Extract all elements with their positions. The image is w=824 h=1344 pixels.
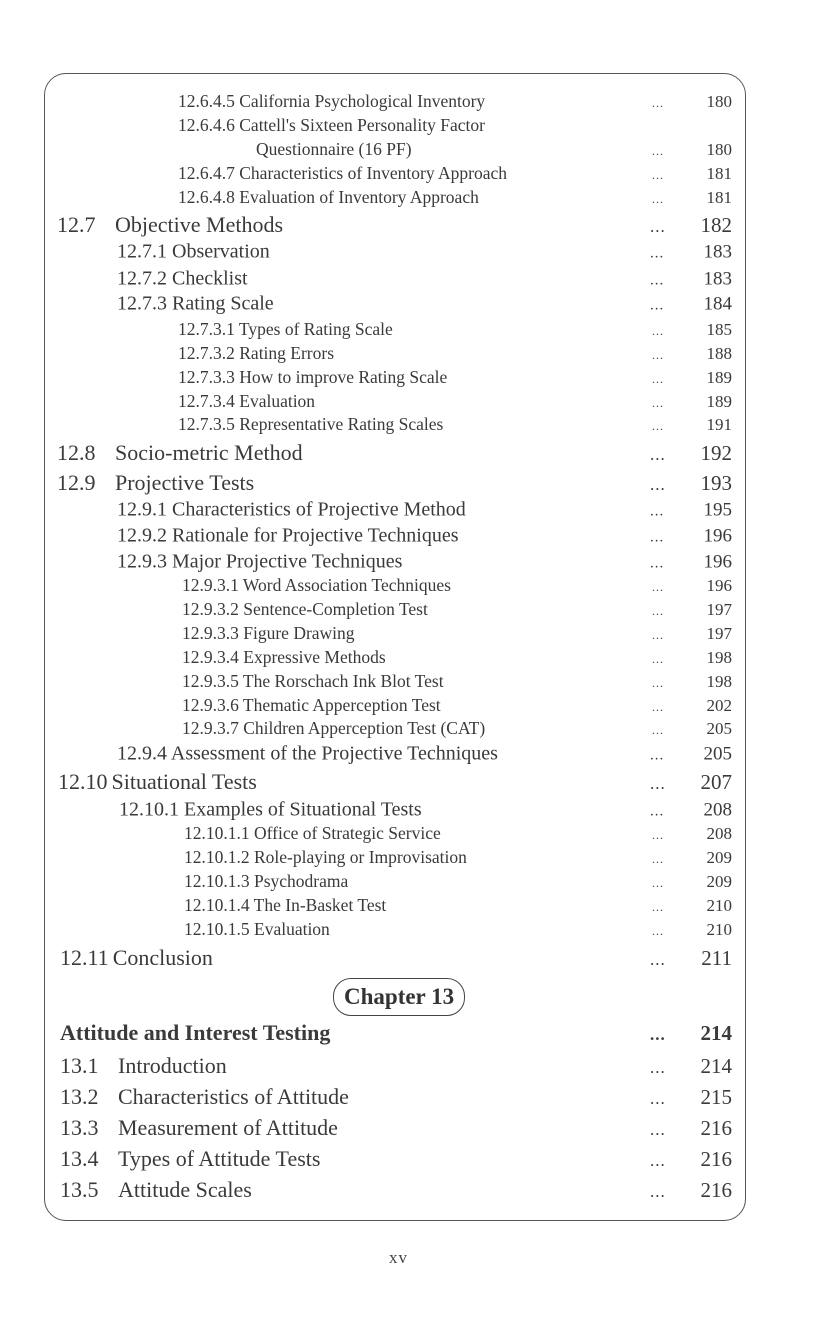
toc-entry[interactable] — [0, 367, 824, 410]
page-number: 216 — [700, 1116, 732, 1140]
page-number: 193 — [700, 471, 732, 495]
page-number: 180 — [706, 92, 732, 111]
page-number: 207 — [700, 770, 732, 794]
page-number: 205 — [706, 719, 732, 738]
leader-dots: ... — [652, 419, 664, 433]
entry-label: 12.7.3.5 Representative Rating Scales — [178, 414, 444, 435]
section-number: 12.7 — [57, 212, 96, 238]
leader-dots: ... — [650, 272, 665, 289]
leader-dots: ... — [652, 348, 664, 362]
leader-dots: ... — [652, 652, 664, 666]
entry-label: Questionnaire (16 PF) — [256, 139, 412, 160]
section-number: 13.4 — [60, 1146, 99, 1172]
entry-label: 12.9.3.7 Children Apperception Test (CAT) — [182, 718, 486, 739]
entry-label: 12.7.3.4 Evaluation — [178, 391, 316, 412]
entry-label: 12.6.4.8 Evaluation of Inventory Approach — [178, 187, 479, 208]
chapter-badge[interactable]: Chapter 13 — [333, 978, 465, 1016]
leader-dots: ... — [652, 372, 664, 386]
entry-label: 12.7.3.3 How to improve Rating Scale — [178, 367, 448, 388]
section-title: Introduction — [118, 1053, 227, 1079]
leader-dots: ... — [652, 604, 664, 618]
entry-label: 12.9.2 Rationale for Projective Techniques — [117, 524, 459, 547]
entry-label: 12.6.4.6 Cattell's Sixteen Personality Factor — [178, 115, 485, 136]
toc-entry[interactable] — [0, 871, 824, 914]
leader-dots: ... — [650, 1058, 666, 1077]
leader-dots: ... — [652, 144, 664, 158]
page-number: 180 — [706, 140, 732, 159]
page-number: 208 — [703, 799, 732, 821]
section-number: 12.8 — [57, 440, 96, 466]
section-number: 13.5 — [60, 1177, 99, 1203]
leader-dots: ... — [650, 217, 666, 236]
entry-label: 12.7.3.1 Types of Rating Scale — [178, 319, 393, 340]
page-number: 196 — [706, 576, 732, 595]
entry-label: 12.10.1.1 Office of Strategic Service — [184, 823, 441, 844]
leader-dots: ... — [650, 1182, 666, 1201]
leader-dots: ... — [650, 1151, 666, 1170]
leader-dots: ... — [650, 245, 665, 262]
section-number: 13.3 — [60, 1115, 99, 1141]
section-number: 12.11 — [60, 945, 109, 971]
entry-label: 12.10.1.4 The In-Basket Test — [184, 895, 387, 916]
page-number: 195 — [703, 499, 732, 521]
chapter-title: Attitude and Interest Testing — [60, 1020, 331, 1046]
page-number: 183 — [703, 241, 732, 263]
leader-dots: ... — [650, 950, 666, 969]
leader-dots: ... — [650, 529, 665, 546]
leader-dots: ... — [652, 96, 664, 110]
section-title: Situational Tests — [111, 769, 257, 795]
section-title: Measurement of Attitude — [118, 1115, 338, 1141]
leader-dots: ... — [652, 676, 664, 690]
entry-label: 12.9.1 Characteristics of Projective Method — [117, 498, 466, 521]
entry-label: 12.9.3.4 Expressive Methods — [182, 647, 386, 668]
leader-dots: ... — [650, 774, 666, 793]
entry-label: 12.7.1 Observation — [117, 240, 270, 263]
leader-dots: ... — [650, 555, 665, 572]
section-number: 12.9 — [57, 470, 96, 496]
toc-entry[interactable] — [0, 623, 824, 666]
toc-entry[interactable] — [0, 599, 824, 642]
leader-dots: ... — [652, 396, 664, 410]
page-folio: xv — [389, 1248, 408, 1267]
page-number: 188 — [706, 344, 732, 363]
entry-label: 12.7.2 Checklist — [117, 267, 248, 290]
page-number: 214 — [700, 1021, 732, 1045]
leader-dots: ... — [650, 1025, 666, 1044]
leader-dots: ... — [650, 297, 665, 314]
entry-label: 12.9.3.1 Word Association Techniques — [182, 575, 451, 596]
entry-label: 12.9.3.6 Thematic Apperception Test — [182, 695, 441, 716]
page-number: 197 — [706, 600, 732, 619]
toc-entry[interactable] — [0, 115, 824, 158]
page-number: 202 — [706, 696, 732, 715]
entry-label: 12.10.1.3 Psychodrama — [184, 871, 349, 892]
page-number: 210 — [706, 920, 732, 939]
leader-dots: ... — [652, 700, 664, 714]
section-number: 12.10 — [58, 769, 108, 795]
section-number: 13.1 — [60, 1053, 99, 1079]
leader-dots: ... — [652, 876, 664, 890]
page-number: 184 — [703, 293, 732, 315]
leader-dots: ... — [650, 803, 665, 820]
page-number: 185 — [706, 320, 732, 339]
section-number: 13.2 — [60, 1084, 99, 1110]
entry-label: 12.9.3 Major Projective Techniques — [117, 550, 403, 573]
page-number: 196 — [703, 525, 732, 547]
toc-entry[interactable] — [0, 319, 824, 362]
leader-dots: ... — [650, 445, 666, 464]
page-number: 192 — [700, 441, 732, 465]
page-number: 216 — [700, 1178, 732, 1202]
page-number: 183 — [703, 268, 732, 290]
page-number: 181 — [706, 164, 732, 183]
leader-dots: ... — [652, 628, 664, 642]
entry-label: 12.9.3.3 Figure Drawing — [182, 623, 355, 644]
toc-subsection[interactable] — [0, 292, 824, 337]
section-title: Attitude Scales — [118, 1177, 252, 1203]
page-number: 198 — [706, 672, 732, 691]
page-number: 208 — [706, 824, 732, 843]
section-title: Socio-metric Method — [115, 440, 303, 466]
leader-dots: ... — [652, 924, 664, 938]
section-title: Characteristics of Attitude — [118, 1084, 349, 1110]
page-number: 210 — [706, 896, 732, 915]
page-number: 215 — [700, 1085, 732, 1109]
toc-entry[interactable] — [0, 895, 824, 938]
entry-label: 12.9.3.5 The Rorschach Ink Blot Test — [182, 671, 444, 692]
section-title: Conclusion — [112, 945, 213, 971]
leader-dots: ... — [650, 1089, 666, 1108]
entry-label: 12.10.1.2 Role-playing or Improvisation — [184, 847, 467, 868]
entry-label: 12.6.4.5 California Psychological Inventory — [178, 91, 486, 112]
entry-label: 12.10.1 Examples of Situational Tests — [119, 798, 422, 821]
page-number: 209 — [706, 848, 732, 867]
page-number: 189 — [706, 392, 732, 411]
toc-section[interactable] — [0, 1177, 824, 1224]
toc-entry[interactable] — [0, 847, 824, 890]
leader-dots: ... — [650, 747, 665, 764]
page-number: 181 — [706, 188, 732, 207]
section-title: Objective Methods — [115, 212, 284, 238]
leader-dots: ... — [652, 168, 664, 182]
leader-dots: ... — [652, 192, 664, 206]
page-number: 196 — [703, 551, 732, 573]
entry-label: 12.9.4 Assessment of the Projective Techniques — [117, 742, 498, 765]
entry-label: 12.10.1.5 Evaluation — [184, 919, 330, 940]
page-number: 191 — [706, 415, 732, 434]
page-number: 182 — [700, 213, 732, 237]
leader-dots: ... — [652, 900, 664, 914]
entry-label: 12.6.4.7 Characteristics of Inventory Approach — [178, 163, 508, 184]
leader-dots: ... — [652, 324, 664, 338]
page-number: 209 — [706, 872, 732, 891]
page-number: 205 — [703, 743, 732, 765]
page-number: 198 — [706, 648, 732, 667]
leader-dots: ... — [652, 828, 664, 842]
entry-label: 12.7.3 Rating Scale — [117, 292, 274, 315]
leader-dots: ... — [652, 580, 664, 594]
leader-dots: ... — [650, 1120, 666, 1139]
leader-dots: ... — [650, 503, 665, 520]
page-number: 214 — [700, 1054, 732, 1078]
page-number: 211 — [701, 946, 732, 970]
leader-dots: ... — [652, 723, 664, 737]
page-number: 216 — [700, 1147, 732, 1171]
page-number: 189 — [706, 368, 732, 387]
leader-dots: ... — [650, 475, 666, 494]
section-title: Types of Attitude Tests — [118, 1146, 321, 1172]
leader-dots: ... — [652, 852, 664, 866]
entry-label: 12.9.3.2 Sentence-Completion Test — [182, 599, 428, 620]
entry-label: 12.7.3.2 Rating Errors — [178, 343, 335, 364]
page-number: 197 — [706, 624, 732, 643]
section-title: Projective Tests — [115, 470, 255, 496]
